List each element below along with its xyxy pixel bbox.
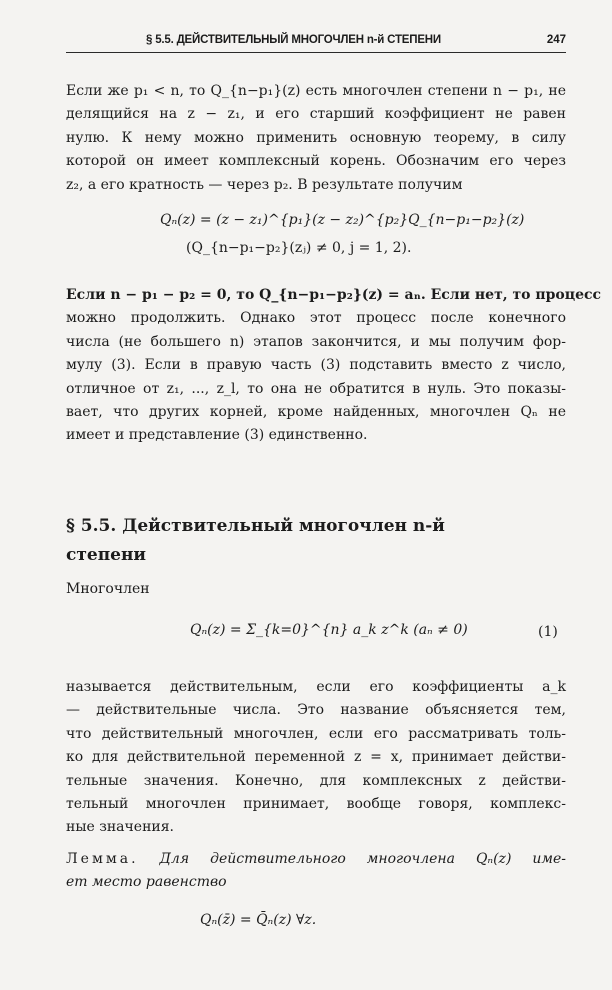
lemma-statement-continued: ет место равенство: [66, 874, 227, 891]
paragraph-3: [66, 676, 566, 840]
text-line: — действительные числа. Это название объясняется тем,: [66, 702, 566, 719]
paragraph-1: [66, 80, 566, 197]
text-line: что действительный многочлен, если его рассматривать толь-: [66, 725, 566, 742]
formula-condition: (Q_{n−p₁−p₂}(zⱼ) ≠ 0, j = 1, 2).: [186, 240, 412, 256]
page-number: 247: [546, 34, 566, 46]
text-line: мулу (3). Если в правую часть (3) подставить вместо z число,: [66, 357, 566, 374]
equation-number: (1): [538, 624, 558, 640]
text-line: вает, что других корней, кроме найденных, многочлен Qₙ не: [66, 404, 566, 421]
section-heading-line: степени: [66, 545, 147, 565]
formula-factorization: Qₙ(z) = (z − z₁)^{p₁}(z − z₂)^{p₂}Q_{n−p₁−p₂}(z): [160, 212, 525, 228]
formula-polynomial: Qₙ(z) = Σ_{k=0}^{n} a_k z^k (aₙ ≠ 0): [190, 622, 468, 638]
running-header: [66, 30, 566, 53]
text-line: имеет и представление (3) единственно.: [66, 427, 368, 444]
text-line: называется действительным, если его коэффициенты a_k: [66, 679, 566, 695]
paragraph-2: [66, 284, 602, 448]
text-line: тельные значения. Конечно, для комплексных z действи-: [66, 772, 566, 789]
lemma-first-line: [66, 848, 566, 871]
text-line: тельный многочлен принимает, вообще говоря, комплекс-: [66, 796, 566, 813]
intro-word: Многочлен: [66, 581, 150, 597]
lemma-statement: Для действительного многочлена Qₙ(z) име-: [159, 851, 567, 867]
text-line: можно продолжить. Однако этот процесс после конечного: [66, 310, 566, 327]
text-line: числа (не большего n) этапов закончится, и мы получим фор-: [66, 333, 566, 350]
text-line: нулю. К нему можно применить основную теорему, в силу: [66, 129, 566, 146]
text-line: ные значения.: [66, 819, 175, 836]
lemma: [66, 848, 566, 895]
text-line: ко для действительной переменной z = x, принимает действи-: [66, 749, 566, 766]
formula-conjugate-identity: Qₙ(z̄) = Q̄ₙ(z) ∀z.: [200, 912, 317, 928]
text-line: Если n − p₁ − p₂ = 0, то Q_{n−p₁−p₂}(z) = aₙ. Если нет, то процесс: [66, 287, 602, 303]
section-heading-line: § 5.5. Действительный многочлен n-й: [66, 516, 445, 536]
text-line: отличное от z₁, ..., z_l, то она не обратится в нуль. Это показы-: [66, 380, 566, 397]
section-heading: [66, 512, 566, 570]
lemma-label: Лемма.: [66, 851, 139, 867]
text-line: z₂, а его кратность — через p₂. В результате получим: [66, 176, 463, 193]
running-header-title: § 5.5. ДЕЙСТВИТЕЛЬНЫЙ МНОГОЧЛЕН n-й СТЕПЕНИ: [146, 34, 441, 46]
text-line: делящийся на z − z₁, и его старший коэффициент не равен: [66, 106, 566, 123]
text-line: Если же p₁ < n, то Q_{n−p₁}(z) есть многочлен степени n − p₁, не: [66, 83, 566, 99]
text-line: которой он имеет комплексный корень. Обозначим его через: [66, 153, 566, 170]
